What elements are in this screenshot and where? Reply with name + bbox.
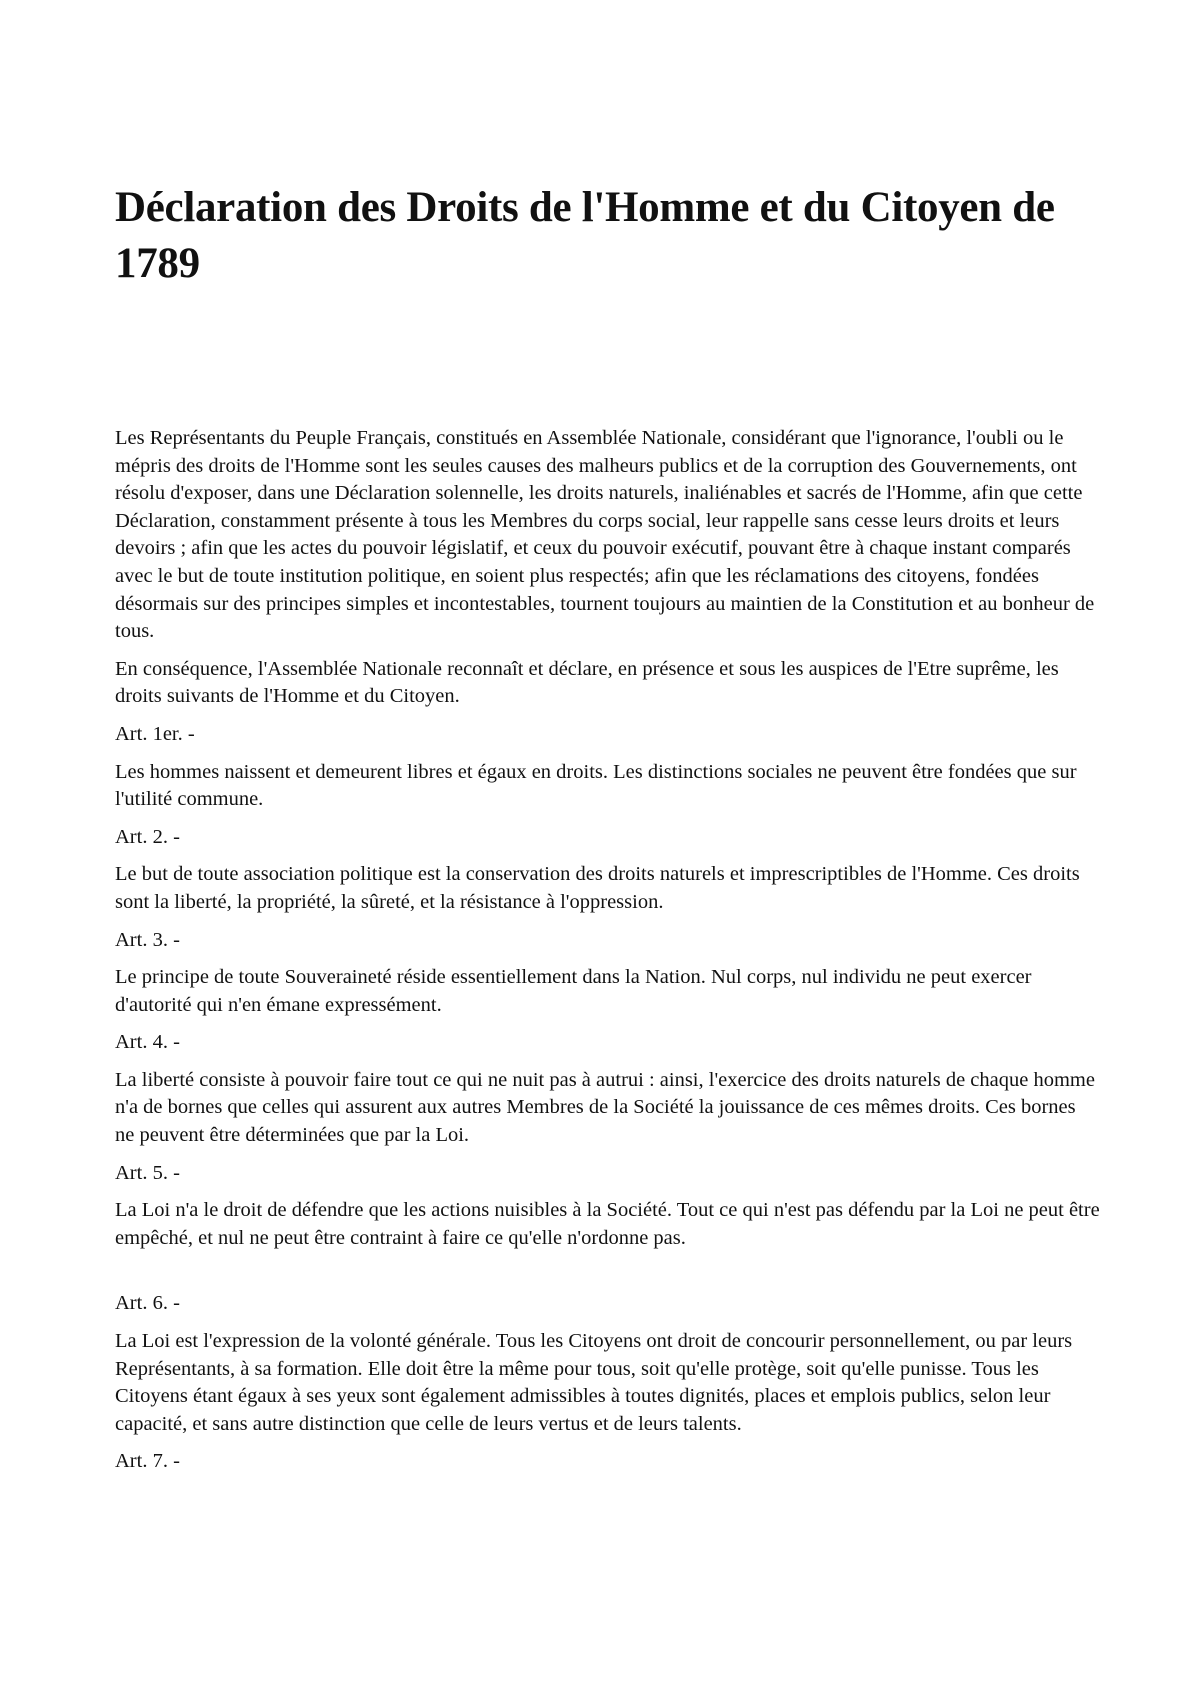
preamble-paragraph: Les Représentants du Peuple Français, constitués en Assemblée Nationale, considérant que l'ignorance, l'oubli ou le mépris des droits de l'Homme sont les seules causes des malheurs publics et de la corruption des Gouvernements, ont résolu d'exposer, dans une Déclaration solennelle, les droits naturels, inaliénables et sacrés de l'Homme, afin que cette Déclaration, constamment présente à tous les Membres du corps social, leur rappelle sans cesse leurs droits et leurs devoirs ; afin que les actes du pouvoir législatif, et ceux du pouvoir exécutif, pouvant être à chaque instant comparés avec le but de toute institution politique, en soient plus respectés; afin que les réclamations des citoyens, fondées désormais sur des principes simples et incontestables, tournent toujours au maintien de la Constitution et au bonheur de tous. bbox=[115, 427, 1095, 643]
article-heading: Art. 2. - bbox=[115, 825, 180, 848]
article-heading: Art. 5. - bbox=[115, 1161, 180, 1184]
article-text: La liberté consiste à pouvoir faire tout ce qui ne nuit pas à autrui : ainsi, l'exercice des droits naturels de chaque homme n'a de bornes que celles qui assurent aux autres Membres de la Société la jouissance de ces mêmes droits. Ces bornes ne peuvent être déterminées que par la Loi. bbox=[115, 1068, 1095, 1147]
article-heading: Art. 7. - bbox=[115, 1450, 180, 1473]
article-text: La Loi est l'expression de la volonté générale. Tous les Citoyens ont droit de concourir personnellement, ou par leurs Représentants, à sa formation. Elle doit être la même pour tous, soit qu'elle protège, soit qu'elle punisse. Tous les Citoyens étant égaux à ses yeux sont également admissibles à toutes dignités, places et emplois publics, selon leur capacité, et sans autre distinction que celle de leurs vertus et de leurs talents. bbox=[115, 1330, 1073, 1435]
article-heading: Art. 4. - bbox=[115, 1031, 180, 1054]
article-text: Le principe de toute Souveraineté réside essentiellement dans la Nation. Nul corps, nul individu ne peut exercer d'autorité qui n'en émane expressément. bbox=[115, 966, 1032, 1016]
document-body bbox=[115, 425, 1100, 1486]
article-heading: Art. 1er. - bbox=[115, 722, 195, 745]
page-title: Déclaration des Droits de l'Homme et du Citoyen de 1789 bbox=[115, 184, 1055, 287]
article-text: Le but de toute association politique est la conservation des droits naturels et imprescriptibles de l'Homme. Ces droits sont la liberté, la propriété, la sûreté, et la résistance à l'oppression. bbox=[115, 863, 1080, 913]
article-text: Les hommes naissent et demeurent libres et égaux en droits. Les distinctions sociales ne peuvent être fondées que sur l'utilité commune. bbox=[115, 760, 1077, 811]
article-heading: Art. 3. - bbox=[115, 928, 180, 951]
article-heading: Art. 6. - bbox=[115, 1292, 180, 1315]
preamble-paragraph: En conséquence, l'Assemblée Nationale reconnaît et déclare, en présence et sous les auspices de l'Etre suprême, les droits suivants de l'Homme et du Citoyen. bbox=[115, 657, 1059, 708]
article-text: La Loi n'a le droit de défendre que les actions nuisibles à la Société. Tout ce qui n'est pas défendu par la Loi ne peut être empêché, et nul ne peut être contraint à faire ce qu'elle n'ordonne pas. bbox=[115, 1199, 1100, 1249]
title-block bbox=[115, 180, 1100, 292]
